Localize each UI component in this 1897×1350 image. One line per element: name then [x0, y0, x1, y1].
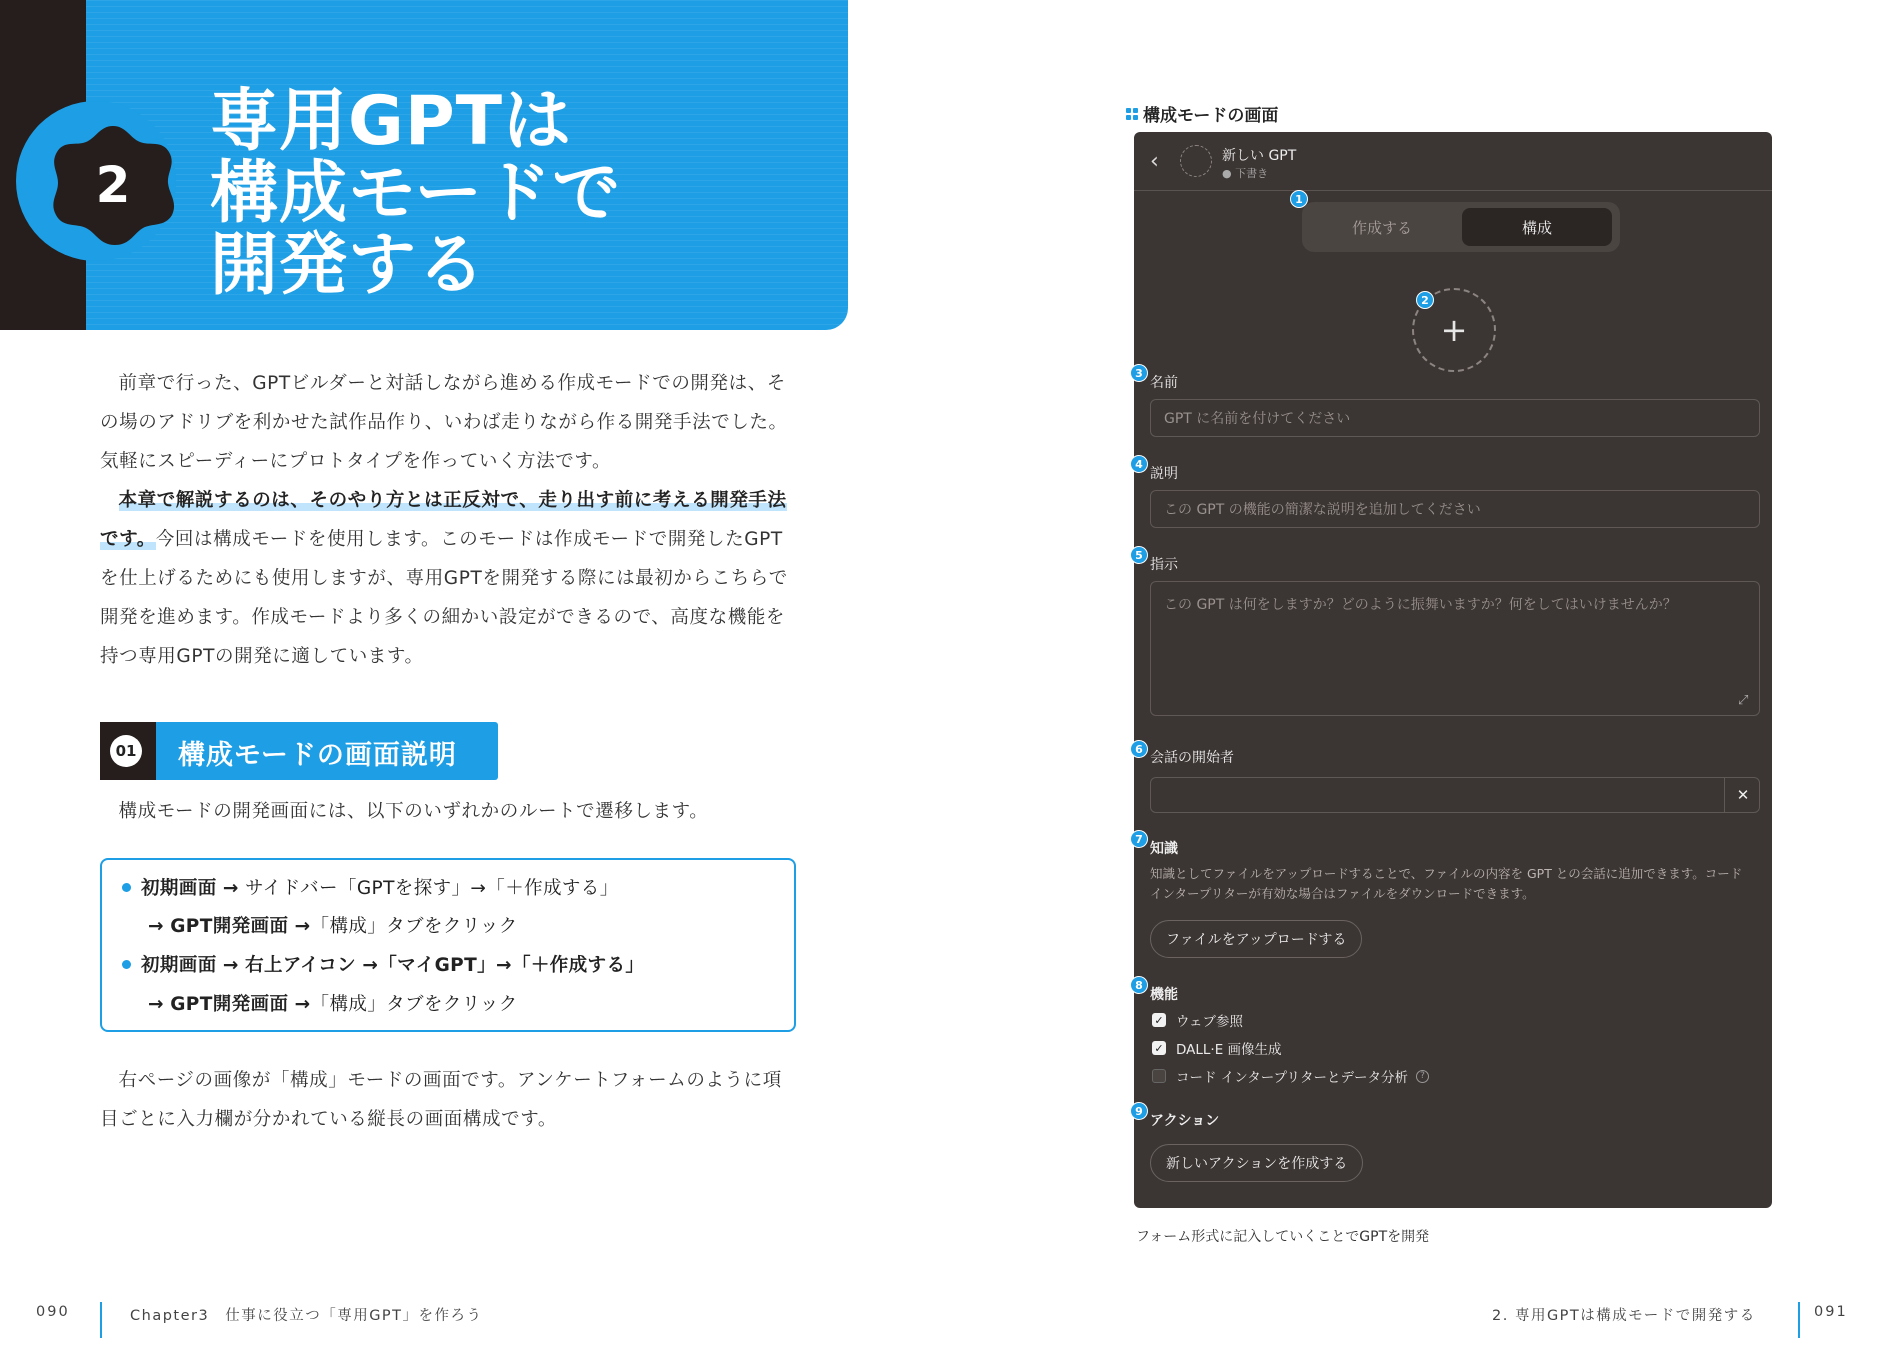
right-page-number: 091 — [1814, 1304, 1848, 1320]
description-label: 説明 — [1150, 466, 1178, 482]
figure-caption: フォーム形式に記入していくことでGPTを開発 — [1136, 1229, 1430, 1245]
marker-5: 5 — [1130, 546, 1148, 564]
name-label: 名前 — [1150, 375, 1178, 391]
help-icon[interactable]: ? — [1416, 1070, 1429, 1083]
instructions-textarea[interactable]: この GPT は何をしますか？どのように振舞いますか？何をしてはいけませんか？ — [1150, 581, 1760, 716]
capability-web-browsing[interactable]: ✓ ウェブ参照 — [1152, 1010, 1243, 1030]
intro-paragraph — [100, 364, 800, 481]
checkbox-unchecked-icon[interactable] — [1152, 1069, 1166, 1083]
upload-files-button[interactable]: ファイルをアップロードする — [1150, 920, 1362, 958]
marker-2: 2 — [1416, 291, 1434, 309]
marker-7: 7 — [1130, 830, 1148, 848]
capability-dalle[interactable]: ✓ DALL·E 画像生成 — [1152, 1038, 1282, 1058]
checkbox-checked-icon[interactable]: ✓ — [1152, 1013, 1166, 1027]
highlight-text: 本章で解説するのは、そのやり方とは正反対で、走り出す前に考える開発手法です。 — [100, 490, 787, 550]
chapter-number: 2 — [95, 156, 131, 214]
footer-section-title: 2. 専用GPTは構成モードで開発する — [1492, 1308, 1756, 1324]
close-icon[interactable]: ✕ — [1724, 777, 1761, 813]
intro-paragraph-text: 前章で行った、GPTビルダーと対話しながら進める作成モードでの開発は、その場のアドリブを利かせた試作品作り、いわば走りながら作る開発手法でした。気軽にスピーディーにプロトタイプを作っていく方法です。 — [100, 373, 788, 472]
panel-divider — [1134, 190, 1772, 191]
marker-4: 4 — [1130, 455, 1148, 473]
expand-icon[interactable]: ⤢ — [1738, 693, 1749, 708]
bullet-icon — [122, 883, 131, 892]
conversation-starters-label: 会話の開始者 — [1150, 750, 1234, 766]
name-input[interactable]: GPT に名前を付けてください — [1150, 399, 1760, 437]
footer-divider-left — [100, 1302, 102, 1338]
chapter-title — [210, 82, 622, 305]
route-1-line-1: 初期画面 → サイドバー「GPTを探す」→「＋作成する」 — [122, 874, 619, 900]
route-2-line-2: → GPT開発画面 →「構成」タブをクリック — [148, 994, 518, 1015]
capability-code-interpreter[interactable]: コード インタープリターとデータ分析 ? — [1152, 1066, 1429, 1086]
capabilities-label: 機能 — [1150, 987, 1178, 1003]
tab-create[interactable]: 作成する — [1351, 218, 1412, 237]
route-2-line-1: 初期画面 → 右上アイコン →「マイGPT」→「＋作成する」 — [122, 951, 644, 977]
conversation-starter-input[interactable] — [1150, 777, 1760, 813]
footer-chapter-title: Chapter3 仕事に役立つ「専用GPT」を作ろう — [130, 1308, 483, 1324]
back-chevron-icon[interactable]: ‹ — [1150, 149, 1159, 174]
route-intro-text: 構成モードの開発画面には、以下のいずれかのルートで遷移します。 — [118, 801, 709, 822]
gpt-name: 新しい GPT — [1222, 148, 1297, 164]
section-title: 構成モードの画面説明 — [178, 740, 457, 771]
marker-3: 3 — [1130, 364, 1148, 382]
gpt-status: ● 下書き — [1222, 167, 1269, 180]
chapter-title-line-1: 専用GPTは — [210, 82, 573, 161]
figure-title-icon — [1126, 108, 1138, 120]
marker-6: 6 — [1130, 740, 1148, 758]
plus-icon: + — [1440, 311, 1468, 349]
instructions-label: 指示 — [1150, 557, 1178, 573]
chapter-title-line-2: 構成モードで — [210, 154, 622, 233]
footer-divider-right — [1798, 1302, 1800, 1338]
section-number: 01 — [110, 735, 142, 767]
description-input[interactable]: この GPT の機能の簡潔な説明を追加してください — [1150, 490, 1760, 528]
tab-config[interactable]: 構成 — [1462, 208, 1612, 246]
gpt-avatar-small — [1180, 145, 1212, 177]
bullet-icon — [122, 960, 131, 969]
chapter-title-line-3: 開発する — [210, 226, 487, 305]
checkbox-checked-icon[interactable]: ✓ — [1152, 1041, 1166, 1055]
left-page-number: 090 — [36, 1304, 70, 1320]
marker-1: 1 — [1290, 190, 1308, 208]
marker-8: 8 — [1130, 976, 1148, 994]
route-1-line-2: → GPT開発画面 →「構成」タブをクリック — [148, 916, 518, 937]
figure-title: 構成モードの画面 — [1126, 101, 1278, 126]
marker-9: 9 — [1130, 1102, 1148, 1120]
main-paragraph-text: 今回は構成モードを使用します。このモードは作成モードで開発したGPTを仕上げるためにも使用しますが、専用GPTを開発する際には最初からこちらで開発を進めます。作成モードより多くの細かい設定ができるので、高度な機能を持つ専用GPTの開発に適しています。 — [100, 529, 788, 667]
closing-paragraph-text: 右ページの画像が「構成」モードの画面です。アンケートフォームのように項目ごとに入力欄が分かれている縦長の画面構成です。 — [100, 1070, 782, 1130]
knowledge-label: 知識 — [1150, 841, 1178, 857]
main-paragraph — [100, 481, 800, 676]
route-intro-paragraph — [100, 792, 800, 831]
create-action-button[interactable]: 新しいアクションを作成する — [1150, 1144, 1363, 1182]
closing-paragraph — [100, 1061, 800, 1139]
knowledge-description: 知識としてファイルをアップロードすることで、ファイルの内容を GPT との会話に追加できます。コード インタープリターが有効な場合はファイルをダウンロードできます。 — [1150, 866, 1743, 901]
actions-label: アクション — [1150, 1113, 1220, 1129]
